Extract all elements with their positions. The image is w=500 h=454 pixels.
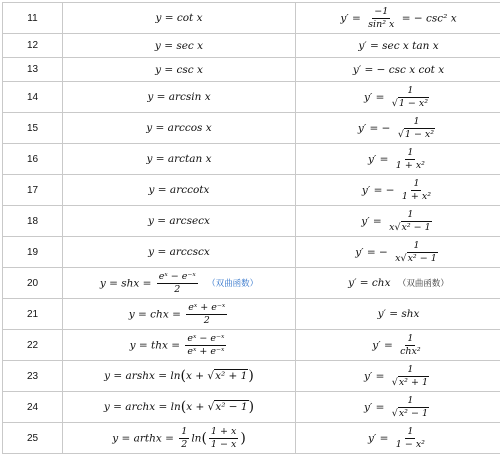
row-number: 13 [3,58,63,82]
table-row [3,423,500,454]
derivative-cell: y′ = sec x tan x [296,34,500,58]
function-cell: y = arccos x [63,113,296,144]
derivative-cell: y′ = − csc x cot x [296,58,500,82]
row-number: 12 [3,34,63,58]
derivative-cell: y′ = $\frac{-1}{\text{sin² x}}$ = − csc² x [296,3,500,34]
function-cell: y = cot x [63,3,296,34]
table-row [3,34,500,58]
row-number: 18 [3,206,63,237]
function-cell: y = csc x [63,58,296,82]
table-row [3,82,500,113]
derivative-cell: y′ = − $\frac{1}{\text{√1 − x²}}$ [296,113,500,144]
row-number: 24 [3,392,63,423]
function-cell: y = arthx = $\frac{1}{2}$ ln( $\frac{1 + x}{1 - x}$ ) [63,423,296,454]
row-number: 25 [3,423,63,454]
table-row [3,3,500,34]
table-row [3,237,500,268]
derivative-cell: y′ = $\frac{1}{\text{chx²}}$ [296,330,500,361]
table-row [3,330,500,361]
derivative-cell: y′ = $\frac{1}{\text{x√x² − 1}}$ [296,206,500,237]
row-number: 22 [3,330,63,361]
table-row [3,299,500,330]
derivative-cell: y′ = $\frac{1}{\text{1 + x²}}$ [296,144,500,175]
function-cell: y = sec x [63,34,296,58]
function-cell: y = arccscx [63,237,296,268]
derivative-cell: y′ = $\frac{1}{\text{√x² + 1}}$ [296,361,500,392]
row-number: 20 [3,268,63,299]
table-row [3,144,500,175]
derivative-cell: y′ = $\frac{1}{\text{1 − x²}}$ [296,423,500,454]
hyperbolic-note: （双曲函数） [207,279,258,289]
function-cell: y = arcsecx [63,206,296,237]
table-row [3,392,500,423]
row-number: 23 [3,361,63,392]
function-cell: y = chx = $\frac{\text{eˣ + e⁻ˣ}}{2}$ [63,299,296,330]
function-cell: y = arctan x [63,144,296,175]
function-cell: y = thx = $\frac{\text{eˣ − e⁻ˣ}}{\text{eˣ + e⁻ˣ}}$ [63,330,296,361]
row-number: 19 [3,237,63,268]
row-number: 17 [3,175,63,206]
derivative-cell: y′ = chx （双曲函数） [296,268,500,299]
function-cell: y = arccotx [63,175,296,206]
derivative-cell: y′ = shx [296,299,500,330]
derivative-cell: y′ = $\frac{1}{\text{√x² − 1}}$ [296,392,500,423]
row-number: 16 [3,144,63,175]
function-cell: y = shx = $\frac{\text{eˣ − e⁻ˣ}}{2}$ （双曲函数） [63,268,296,299]
row-number: 14 [3,82,63,113]
table-row [3,206,500,237]
derivative-cell: y′ = − $\frac{1}{\text{x√x² − 1}}$ [296,237,500,268]
row-number: 21 [3,299,63,330]
table-row [3,268,500,299]
derivative-cell: y′ = $\frac{1}{\text{√1 − x²}}$ [296,82,500,113]
hyperbolic-note: （双曲函数） [398,279,449,289]
function-cell: y = arshx = ln(x + √x² + 1) [63,361,296,392]
row-number: 15 [3,113,63,144]
derivative-table [2,2,500,454]
table-row [3,175,500,206]
function-cell: y = archx = ln(x + √x² − 1) [63,392,296,423]
table-row [3,361,500,392]
table-row [3,113,500,144]
derivative-cell: y′ = − $\frac{1}{\text{1 + x²}}$ [296,175,500,206]
row-number: 11 [3,3,63,34]
function-cell: y = arcsin x [63,82,296,113]
table-row [3,58,500,82]
